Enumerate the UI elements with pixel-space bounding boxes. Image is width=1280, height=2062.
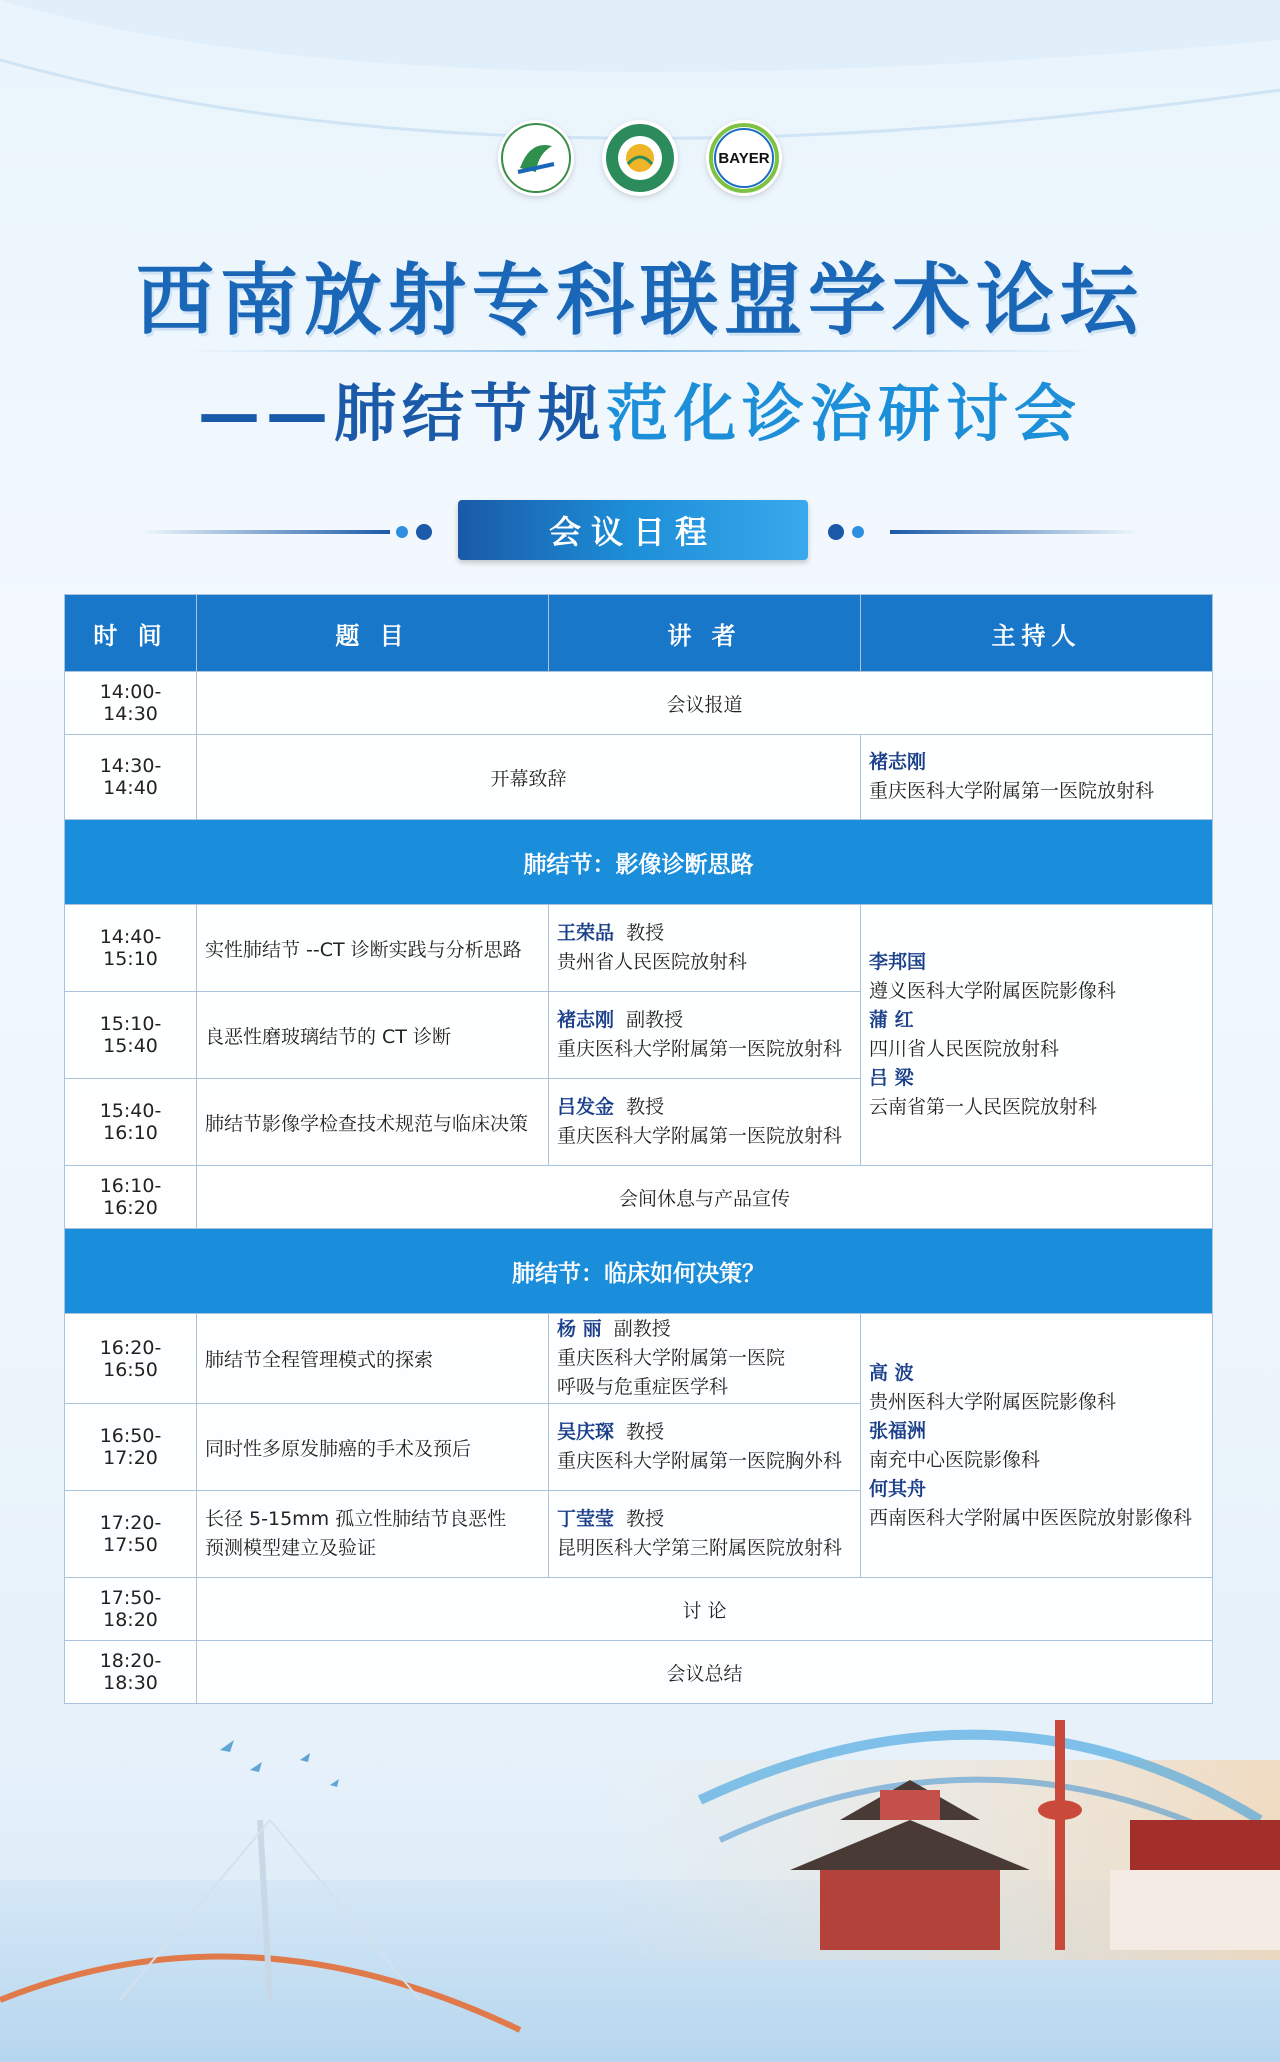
host-org: 四川省人民医院放射科: [869, 1038, 1060, 1060]
event-cell: 开幕致辞: [197, 735, 861, 820]
landmark-illustration: [0, 1700, 1280, 2062]
host-org: 西南医科大学附属中医医院放射影像科: [869, 1506, 1193, 1529]
time-cell: 18:20-18:30: [65, 1641, 197, 1704]
banner-line-left: [140, 530, 390, 534]
time-cell: 17:20-17:50: [65, 1491, 197, 1578]
section-title: 肺结节：临床如何决策？: [65, 1229, 1213, 1314]
speaker-title: 教授: [626, 1508, 665, 1530]
hospital-logo-icon: [498, 120, 574, 196]
host-name: 何其舟: [869, 1477, 927, 1500]
event-cell: 会议报道: [197, 672, 1213, 735]
speaker-title: 教授: [626, 1421, 665, 1443]
event-cell: 会议总结: [197, 1641, 1213, 1704]
section-row: [65, 1229, 1213, 1314]
host-org: 贵州医科大学附属医院影像科: [869, 1390, 1117, 1413]
host-name: 褚志刚: [869, 751, 927, 773]
topic-line: 长径 5-15mm 孤立性肺结节良恶性: [205, 1508, 507, 1530]
topic-cell: [197, 1491, 549, 1578]
palace-icon: [1110, 1820, 1280, 1950]
table-row: [65, 672, 1213, 735]
logo-row: [0, 120, 1280, 196]
event-cell: 讨 论: [197, 1578, 1213, 1641]
table-row: [65, 735, 1213, 820]
speaker-cell: [549, 905, 861, 992]
table-row: [65, 1166, 1213, 1229]
speaker-cell: [549, 1404, 861, 1491]
time-cell: 14:40-15:10: [65, 905, 197, 992]
host-name: 张福洲: [869, 1419, 927, 1442]
table-row: [65, 905, 1213, 992]
host-name: 蒲 红: [869, 1009, 914, 1031]
speaker-title: 副教授: [626, 1009, 684, 1031]
speaker-title: 副教授: [613, 1318, 671, 1340]
speaker-name: 吴庆琛: [557, 1421, 615, 1443]
title-divider: [180, 350, 1100, 352]
banner-dot: [396, 526, 408, 538]
radiology-society-logo-icon: [602, 120, 678, 196]
time-cell: 16:10-16:20: [65, 1166, 197, 1229]
speaker-cell: [549, 992, 861, 1079]
topic-cell: 实性肺结节 --CT 诊断实践与分析思路: [197, 905, 549, 992]
table-header-row: [65, 595, 1213, 672]
speaker-org: 重庆医科大学附属第一医院: [557, 1347, 786, 1369]
time-cell: 16:20-16:50: [65, 1314, 197, 1404]
host-name: 高 波: [869, 1361, 914, 1384]
speaker-title: 教授: [626, 1096, 665, 1118]
speaker-name: 吕发金: [557, 1096, 615, 1118]
header-host: 主持人: [861, 595, 1213, 672]
host-name: 李邦国: [869, 951, 927, 973]
host-cell: [861, 905, 1213, 1166]
header-speaker: 讲 者: [549, 595, 861, 672]
speaker-org: 重庆医科大学附属第一医院放射科: [557, 1125, 843, 1147]
speaker-name: 杨 丽: [557, 1318, 602, 1340]
schedule-table: [64, 594, 1213, 1704]
banner-dot: [828, 524, 844, 540]
speaker-org: 昆明医科大学第三附属医院放射科: [557, 1537, 843, 1559]
host-org: 重庆医科大学附属第一医院放射科: [869, 780, 1155, 802]
speaker-name: 王荣品: [557, 922, 615, 944]
speaker-title: 教授: [626, 922, 665, 944]
topic-line: 预测模型建立及验证: [205, 1537, 377, 1559]
time-cell: 15:40-16:10: [65, 1079, 197, 1166]
bird-icon: [220, 1740, 339, 1787]
speaker-name: 褚志刚: [557, 1009, 615, 1031]
table-row: [65, 1641, 1213, 1704]
section-title: 肺结节：影像诊断思路: [65, 820, 1213, 905]
banner-dot: [852, 526, 864, 538]
speaker-cell: [549, 1491, 861, 1578]
speaker-org: 重庆医科大学附属第一医院放射科: [557, 1038, 843, 1060]
speaker-cell: [549, 1079, 861, 1166]
speaker-org: 呼吸与危重症医学科: [557, 1376, 729, 1398]
subtitle-part-2: 范化诊治研讨会: [606, 377, 1083, 450]
host-cell: [861, 735, 1213, 820]
page-subtitle: [0, 364, 1280, 453]
banner-line-right: [890, 530, 1140, 534]
section-row: [65, 820, 1213, 905]
host-cell: [861, 1314, 1213, 1578]
host-org: 南充中心医院影像科: [869, 1448, 1041, 1471]
time-cell: 15:10-15:40: [65, 992, 197, 1079]
bayer-logo-text: BAYER: [718, 150, 770, 167]
table-row: [65, 1578, 1213, 1641]
host-org: 云南省第一人民医院放射科: [869, 1096, 1098, 1118]
topic-cell: 良恶性磨玻璃结节的 CT 诊断: [197, 992, 549, 1079]
time-cell: 14:00-14:30: [65, 672, 197, 735]
schedule-banner: [0, 500, 1280, 562]
schedule-label: 会议日程: [458, 500, 808, 560]
topic-cell: 肺结节影像学检查技术规范与临床决策: [197, 1079, 549, 1166]
time-cell: 14:30-14:40: [65, 735, 197, 820]
host-name: 吕 梁: [869, 1067, 914, 1089]
host-org: 遵义医科大学附属医院影像科: [869, 980, 1117, 1002]
table-row: [65, 1314, 1213, 1404]
header-time: 时 间: [65, 595, 197, 672]
speaker-name: 丁莹莹: [557, 1508, 615, 1530]
bayer-logo-icon: [706, 120, 782, 196]
time-cell: 16:50-17:20: [65, 1404, 197, 1491]
time-cell: 17:50-18:20: [65, 1578, 197, 1641]
page-title: 西南放射专科联盟学术论坛: [135, 255, 1144, 346]
header-topic: 题 目: [197, 595, 549, 672]
topic-cell: 同时性多原发肺癌的手术及预后: [197, 1404, 549, 1491]
event-cell: 会间休息与产品宣传: [197, 1166, 1213, 1229]
topic-cell: 肺结节全程管理模式的探索: [197, 1314, 549, 1404]
banner-dot: [416, 524, 432, 540]
speaker-org: 重庆医科大学附属第一医院胸外科: [557, 1450, 843, 1472]
speaker-org: 贵州省人民医院放射科: [557, 951, 748, 973]
speaker-cell: [549, 1314, 861, 1404]
subtitle-part-1: ——肺结节规: [197, 377, 606, 450]
